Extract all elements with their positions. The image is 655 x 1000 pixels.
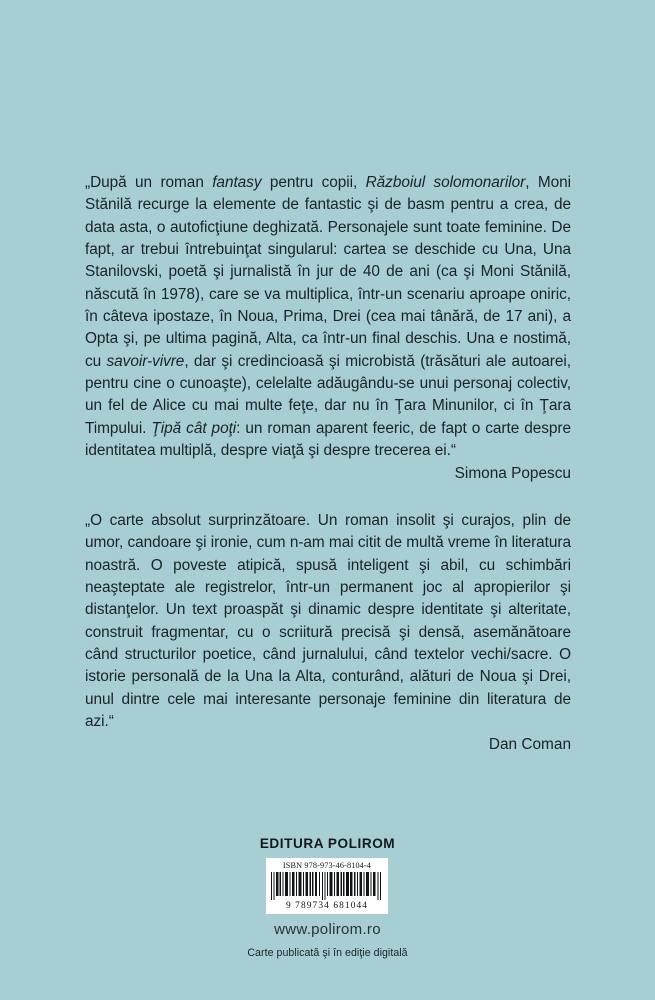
blurb-run: , Moni Stănilă recurge la elemente de fantastic şi de basm pentru a crea, de data asta, o autoficţiune deghizată. Personajele sunt toate feminine. De fapt, ar trebui întrebuinţat singularul: cartea se deschide cu Una, Una Stanilovski, poetă şi jurnalistă în jur de 40 de ani (ca şi Moni Stănilă, născută în 1978), care se va multiplica, într-un scenariu aproape oniric, în câteva ipostaze, în Noua, Prima, Drei (cea mai tânără, de 17 ani), a Opta şi, pe ultima pagină, Alta, ca într-un final deschis. Una e nostimă, cu <box>85 174 571 370</box>
blurb-run: pentru copii, <box>261 174 366 191</box>
blurb-attribution-dan-coman: Dan Coman <box>488 736 571 754</box>
blurb-title-italic: fantasy <box>212 174 262 191</box>
isbn-barcode <box>266 858 388 914</box>
blurb-run: „După un roman <box>85 174 213 191</box>
publisher-name: EDITURA POLIROM <box>259 836 396 851</box>
blurb-attribution-simona-popescu: Simona Popescu <box>454 465 571 483</box>
digital-edition-note: Carte publicată şi în ediţie digitală <box>247 947 408 959</box>
blurb-text-dan-coman <box>85 510 571 733</box>
blurb-title-italic: savoir-vivre <box>106 352 185 370</box>
blurb-text-simona-popescu <box>85 172 571 462</box>
blurb-title-italic: Ţipă cât poţi <box>151 419 237 437</box>
isbn-number: ISBN 978-973-46-8104-4 <box>282 861 372 870</box>
blurb-section <box>85 172 571 757</box>
imprint-block <box>0 836 655 852</box>
barcode-digits: 9 789734 681044 <box>285 901 369 911</box>
publisher-website[interactable]: www.polirom.ro <box>274 921 381 938</box>
blurb-run: „O carte absolut surprinzătoare. Un roman insolit şi curajos, plin de umor, candoare şi ironie, cum n-am mai citit de multă vreme în literatura noastră. O poveste atipică, spusă inteligent şi abil, cu schimbări neaşteptate ale registrelor, într-un permanent joc al apropierilor şi distanţelor. Un text proaspăt şi dinamic despre identitate şi alteritate, construit fragmentar, cu o scriitură precisă şi densă, asemănătoare când structurilor poetice, când jurnalului, când textelor vechi/sacre. O istorie personală de la Una la Alta, conturând, alături de Noua şi Drei, unul dintre cele mai interesante personaje feminine din literatura de azi.“ <box>85 511 571 730</box>
blurb-title-italic: Războiul solomonarilor <box>365 174 526 191</box>
barcode-bars-icon <box>271 872 383 900</box>
blurb-run: , dar şi credincioasă şi microbistă (trăsături ale autoarei, pentru cine o cunoaşte), celelalte adăugându-se unui personaj colectiv, un fel de Alice cu mai multe feţe, dar nu în Ţara Minunilor, ci în Ţara Timpului. <box>85 352 571 437</box>
blurb-run: : un roman aparent feeric, de fapt o carte despre identitatea multiplă, despre viaţă şi despre trecerea ei.“ <box>85 419 571 460</box>
